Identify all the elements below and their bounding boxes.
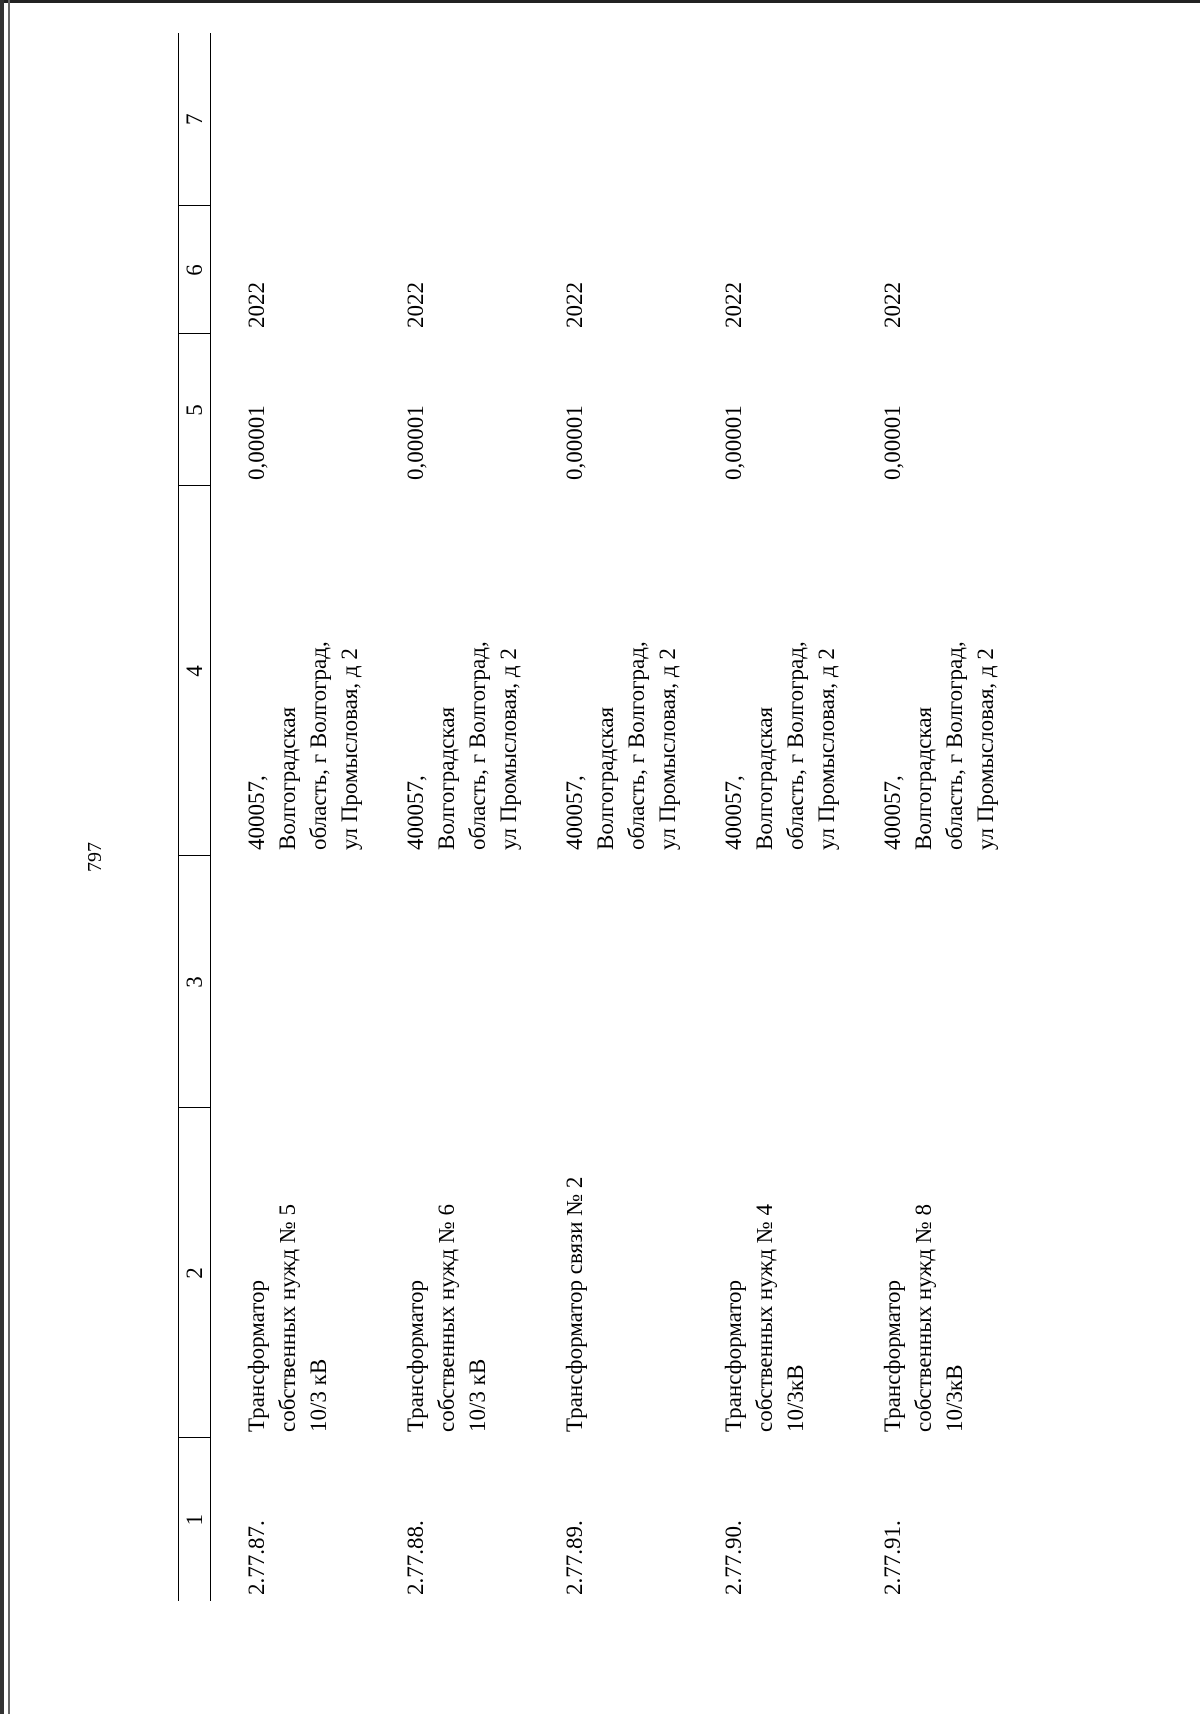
header-col-6: 6 — [179, 206, 211, 334]
table-row — [692, 33, 851, 1601]
value-cell: 0,00001 — [721, 405, 746, 480]
year-cell: 2022 — [880, 282, 905, 328]
col7-cell — [692, 33, 851, 206]
address: 400057, Волгоградская область, г Волгоград, ул Промысловая, д 2 — [562, 641, 680, 850]
header-col-1: 1 — [179, 1438, 211, 1601]
object-name: Трансформатор собственных нужд № 8 10/3кВ — [880, 1204, 967, 1432]
col7-cell — [533, 33, 692, 206]
page-number: 797 — [84, 842, 106, 872]
year-cell: 2022 — [562, 282, 587, 328]
object-name: Трансформатор собственных нужд № 5 10/3 кВ — [244, 1204, 331, 1432]
value-cell: 0,00001 — [562, 405, 587, 480]
col3-cell — [533, 856, 692, 1108]
col7-cell — [211, 33, 375, 206]
value-cell: 0,00001 — [244, 405, 269, 480]
table-row — [374, 33, 533, 1601]
col7-cell — [374, 33, 533, 206]
value-cell: 0,00001 — [880, 405, 905, 480]
col3-cell — [374, 856, 533, 1108]
header-col-4: 4 — [179, 486, 211, 856]
registry-table — [178, 33, 1010, 1601]
table-row — [211, 33, 375, 1601]
header-col-7: 7 — [179, 33, 211, 206]
col3-cell — [211, 856, 375, 1108]
row-number: 2.77.88. — [403, 1520, 428, 1595]
value-cell: 0,00001 — [403, 405, 428, 480]
year-cell: 2022 — [721, 282, 746, 328]
address: 400057, Волгоградская область, г Волгоград, ул Промысловая, д 2 — [721, 641, 839, 850]
col3-cell — [692, 856, 851, 1108]
table-row — [851, 33, 1010, 1601]
address: 400057, Волгоградская область, г Волгоград, ул Промысловая, д 2 — [244, 641, 362, 850]
object-name: Трансформатор собственных нужд № 6 10/3 кВ — [403, 1204, 490, 1432]
object-name: Трансформатор связи № 2 — [562, 1176, 587, 1432]
header-col-3: 3 — [179, 856, 211, 1108]
row-number: 2.77.87. — [244, 1520, 269, 1595]
year-cell: 2022 — [403, 282, 428, 328]
table-row — [533, 33, 692, 1601]
address: 400057, Волгоградская область, г Волгоград, ул Промысловая, д 2 — [880, 641, 998, 850]
header-row — [179, 33, 211, 1601]
header-col-5: 5 — [179, 334, 211, 486]
address: 400057, Волгоградская область, г Волгоград, ул Промысловая, д 2 — [403, 641, 521, 850]
header-col-2: 2 — [179, 1108, 211, 1438]
object-name: Трансформатор собственных нужд № 4 10/3кВ — [721, 1204, 808, 1432]
year-cell: 2022 — [244, 282, 269, 328]
row-number: 2.77.90. — [721, 1520, 746, 1595]
row-number: 2.77.89. — [562, 1520, 587, 1595]
col7-cell — [851, 33, 1010, 206]
row-number: 2.77.91. — [880, 1520, 905, 1595]
col3-cell — [851, 856, 1010, 1108]
